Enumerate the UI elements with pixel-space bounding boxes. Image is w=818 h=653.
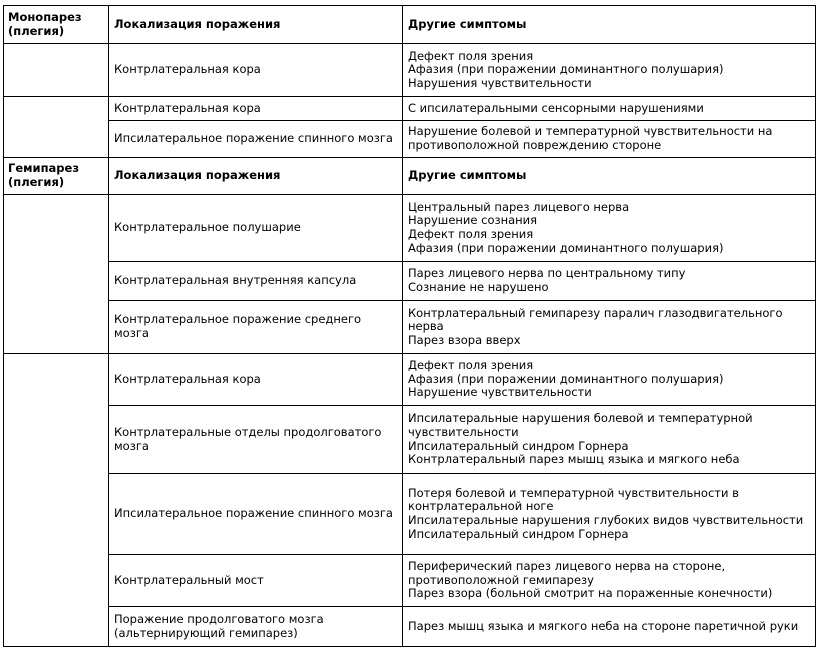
symptom-line: Дефект поля зрения: [408, 358, 534, 373]
symptom-line: Дефект поля зрения: [408, 48, 534, 63]
symptom-line: Потеря болевой и температурной чувствительности в контрлатеральной ноге: [408, 485, 739, 514]
localization-cell: Контрлатеральное поражение среднего мозга: [109, 301, 403, 354]
symptom-line: Центральный парез лицевого нерва: [408, 199, 630, 214]
localization-header: Локализация поражения: [109, 6, 403, 44]
empty-cell: [4, 195, 109, 354]
hemiparesis-header: Гемипарез (плегия): [4, 158, 109, 195]
symptoms-cell: [403, 354, 816, 406]
symptom-line: Афазия (при поражении доминантного полушария): [408, 240, 724, 255]
symptom-line: Ипсилатеральные нарушения болевой и температурной чувствительности: [408, 411, 753, 439]
symptoms-table: [3, 5, 816, 647]
empty-cell: [4, 97, 109, 158]
table-row: [4, 474, 816, 555]
symptom-line: Нарушение болевой и температурной чувствительности на противоположной повреждению стороне: [408, 124, 773, 152]
symptom-line: С ипсилатеральными сенсорными нарушениями: [408, 100, 704, 115]
table-row: [4, 121, 816, 158]
symptoms-cell: [403, 121, 816, 158]
symptoms-cell: [403, 262, 816, 301]
symptoms-cell: [403, 555, 816, 607]
symptoms-cell: [403, 607, 816, 647]
symptom-line: Парез мышц языка и мягкого неба на стороне паретичной руки: [408, 618, 799, 633]
symptom-line: Нарушение чувствительности: [408, 385, 592, 400]
monoparesis-header-row: [4, 6, 816, 44]
symptom-line: Периферический парез лицевого нерва на стороне, противоположной гемипарезу: [408, 559, 726, 587]
localization-header: Локализация поражения: [109, 158, 403, 195]
symptoms-cell: [403, 44, 816, 97]
table-row: [4, 607, 816, 647]
symptom-line: Ипсилатеральный синдром Горнера: [408, 438, 629, 453]
symptom-line: Сознание не нарушено: [408, 280, 549, 294]
localization-cell: Поражение продолговатого мозга (альтернирующий гемипарез): [109, 607, 403, 647]
symptom-line: Ипсилатеральный синдром Горнера: [408, 526, 629, 541]
symptom-line: Ипсилатеральные нарушения глубоких видов чувствительности: [408, 513, 804, 527]
symptom-line: Дефект поля зрения: [408, 227, 534, 241]
symptom-line: Нарушения чувствительности: [408, 75, 592, 90]
table-row: [4, 262, 816, 301]
localization-cell: Контрлатеральный мост: [109, 555, 403, 607]
monoparesis-header: Монопарез (плегия): [4, 6, 109, 44]
localization-cell: Контрлатеральная кора: [109, 354, 403, 406]
localization-cell: Ипсилатеральное поражение спинного мозга: [109, 474, 403, 555]
localization-cell: Контрлатеральная кора: [109, 97, 403, 121]
empty-cell: [4, 354, 109, 647]
symptom-line: Контрлатеральный гемипарезу паралич глазодвигательного нерва: [408, 305, 783, 334]
table-row: [4, 301, 816, 354]
localization-cell: Контрлатеральная внутренняя капсула: [109, 262, 403, 301]
symptoms-cell: [403, 195, 816, 262]
symptoms-header: Другие симптомы: [403, 158, 816, 195]
localization-cell: Контрлатеральное полушарие: [109, 195, 403, 262]
table-row: [4, 406, 816, 474]
localization-cell: Контрлатеральная кора: [109, 44, 403, 97]
localization-cell: Контрлатеральные отделы продолговатого мозга: [109, 406, 403, 474]
symptom-line: Контрлатеральный парез мышц языка и мягкого неба: [408, 452, 740, 467]
hemiparesis-header-row: [4, 158, 816, 195]
localization-cell: Ипсилатеральное поражение спинного мозга: [109, 121, 403, 158]
symptom-line: Афазия (при поражении доминантного полушария): [408, 62, 724, 77]
symptoms-cell: [403, 97, 816, 121]
symptoms-header: Другие симптомы: [403, 6, 816, 44]
table-row: [4, 354, 816, 406]
symptom-line: Парез взора вверх: [408, 332, 521, 347]
table-row: [4, 555, 816, 607]
symptom-line: Нарушение сознания: [408, 213, 538, 228]
symptoms-cell: [403, 301, 816, 354]
symptoms-cell: [403, 406, 816, 474]
symptoms-cell: [403, 474, 816, 555]
symptom-line: Афазия (при поражении доминантного полушария): [408, 371, 724, 386]
table-row: [4, 44, 816, 97]
empty-cell: [4, 44, 109, 97]
symptom-line: Парез лицевого нерва по центральному типу: [408, 266, 686, 281]
symptom-line: Парез взора (больной смотрит на пораженные конечности): [408, 586, 773, 601]
table-row: [4, 97, 816, 121]
table-row: [4, 195, 816, 262]
